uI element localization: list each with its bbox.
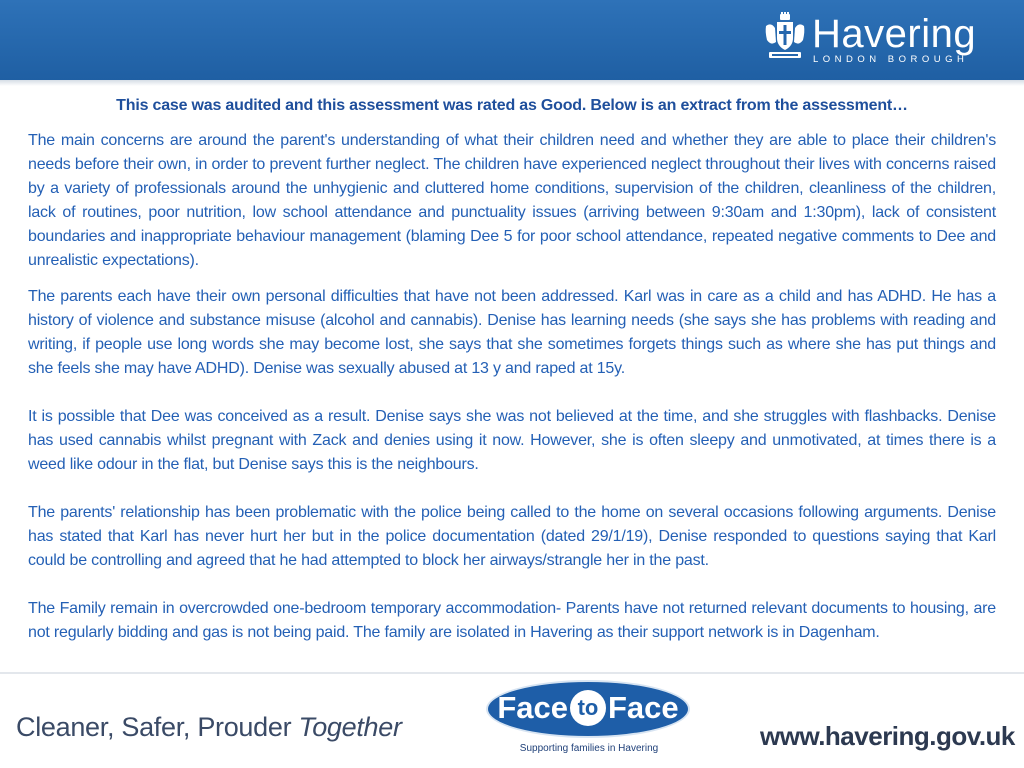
ftf-wordmark [486, 688, 690, 728]
paragraph-accommodation: The Family remain in overcrowded one-bedroom temporary accommodation- Parents have not returned relevant documents to housing, are not regularly bidding and gas is not being paid. The family are isolated in Havering as their support network is in Dagenham. [28, 600, 996, 641]
ftf-word-face-2: Face [608, 690, 679, 725]
intro-heading: This case was audited and this assessment was rated as Good. Below is an extract from the assessment… [116, 97, 908, 114]
paragraph-concerns: The main concerns are around the parent's understanding of what their children need and whether they are able to place their children's needs before their own, in order to prevent further neglect. The children have experienced neglect throughout their lives with concerns raised by a variety of professionals around the unhygienic and cluttered home conditions, supervision of the children, cleanliness of the children, lack of routines, poor nutrition, low school attendance and punctuality issues (arriving between 9:30am and 1:30pm), lack of consistent boundaries and inappropriate behaviour management (blaming Dee 5 for poor school attendance, repeated negative comments to Dee and unrealistic expectations). [28, 132, 996, 269]
havering-logo [763, 10, 988, 70]
paragraph-conception: It is possible that Dee was conceived as a result. Denise says she was not believed at the time, and she struggles with flashbacks. Denise has used cannabis whilst pregnant with Zack and denies using it now. However, she is often sleepy and unmotivated, at times there is a weed like odour in the flat, but Denise says this is the neighbours. [28, 408, 996, 473]
ftf-word-face: Face [497, 690, 568, 725]
footer-slogan [16, 712, 402, 743]
footer-divider [0, 672, 1024, 674]
slogan-main: Cleaner, Safer, Prouder [16, 712, 299, 742]
paragraph-relationship: The parents' relationship has been problematic with the police being called to the home on several occasions following arguments. Denise has stated that Karl has never hurt her but in the police documentation (dated 29/1/19), Denise responded to questions saying that Karl could be controlling and agreed that he had attempted to block her airways/strangle her in the past. [28, 504, 996, 569]
face-to-face-logo [486, 680, 692, 760]
ftf-tagline: Supporting families in Havering [519, 743, 659, 754]
header-divider [0, 80, 1024, 86]
assessment-extract [28, 95, 996, 645]
borough-crest-icon [763, 12, 807, 64]
logo-name: Havering [812, 12, 977, 56]
ftf-word-to: to [570, 690, 606, 726]
website-url[interactable]: www.havering.gov.uk [760, 721, 1015, 751]
paragraph-parents-difficulties: The parents each have their own personal difficulties that have not been addressed. Karl was in care as a child and has ADHD. He has a history of violence and substance misuse (alcohol and cannabis). Denise has learning needs (she says she has problems with reading and writing, if people use long words she may become lost, she says that she sometimes forgets things such as where she has put things and she feels she may have ADHD). Denise was sexually abused at 13 y and raped at 15y. [28, 288, 996, 377]
logo-subtitle: LONDON BOROUGH [813, 54, 969, 65]
slogan-italic: Together [298, 712, 402, 742]
